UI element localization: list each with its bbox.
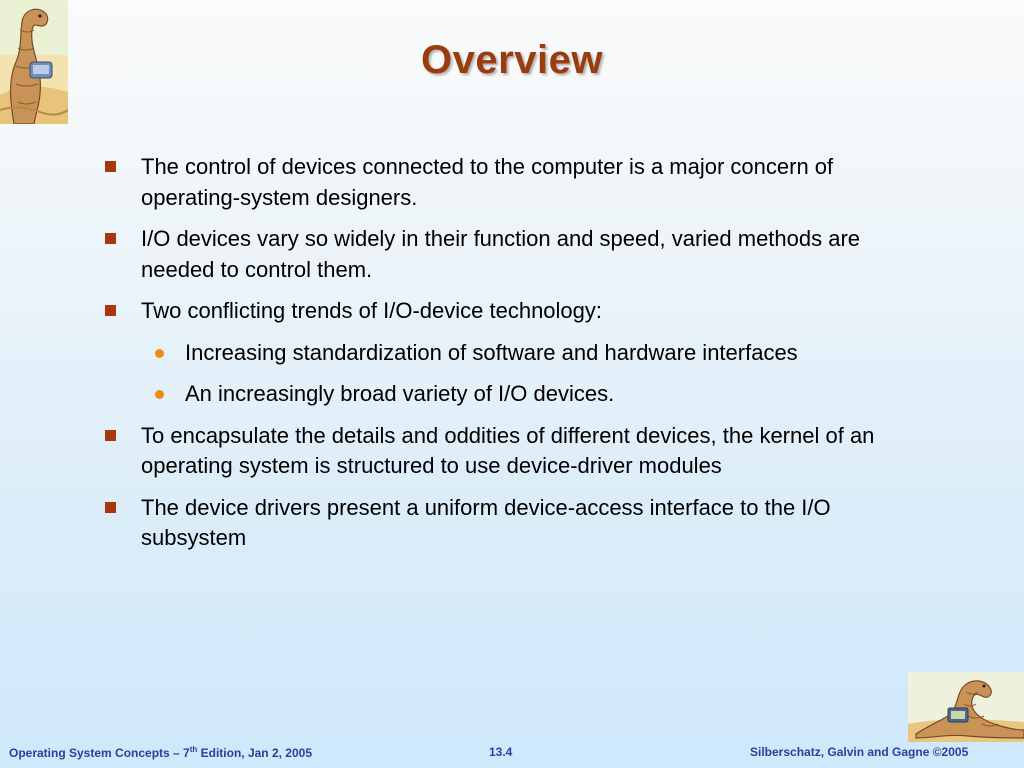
footer-page-number: 13.4	[489, 745, 513, 759]
sub-bullet-text: An increasingly broad variety of I/O devices.	[185, 381, 615, 406]
square-bullet-icon	[105, 430, 116, 441]
square-bullet-icon	[105, 305, 116, 316]
bullet-text: I/O devices vary so widely in their function and speed, varied methods are needed to control them.	[141, 226, 861, 282]
bullet-text: Two conflicting trends of I/O-device technology:	[141, 298, 603, 323]
bullet-item	[104, 152, 924, 213]
bullet-text: The control of devices connected to the computer is a major concern of operating-system designers.	[141, 154, 834, 210]
footer-edition-text: Edition, Jan 2, 2005	[197, 746, 313, 760]
dinosaur-logo-bottom	[908, 672, 1024, 742]
square-bullet-icon	[105, 502, 116, 513]
bullet-item	[104, 421, 924, 482]
sub-bullet-text: Increasing standardization of software and hardware interfaces	[185, 339, 798, 365]
bullet-item	[104, 493, 924, 554]
footer-title-text: Operating System Concepts – 7	[9, 746, 190, 760]
round-bullet-icon	[155, 390, 164, 399]
bullet-item	[104, 296, 924, 327]
bullet-text: To encapsulate the details and oddities of different devices, the kernel of an operating system is structured to use device-driver modules	[141, 422, 875, 478]
round-bullet-icon	[155, 349, 164, 358]
bullet-item	[104, 224, 924, 285]
sub-bullet-item	[104, 338, 924, 369]
sub-bullet-item	[104, 379, 924, 410]
bullet-text: The device drivers present a uniform device-access interface to the I/O subsystem	[141, 494, 831, 550]
square-bullet-icon	[105, 161, 116, 172]
slide-title: Overview	[421, 38, 603, 82]
footer-title-superscript: th	[189, 745, 198, 754]
footer-authors: Silberschatz, Galvin and Gagne ©2005	[750, 745, 969, 759]
bullet-list	[104, 152, 924, 565]
footer-book-title	[9, 745, 312, 760]
square-bullet-icon	[105, 233, 116, 244]
